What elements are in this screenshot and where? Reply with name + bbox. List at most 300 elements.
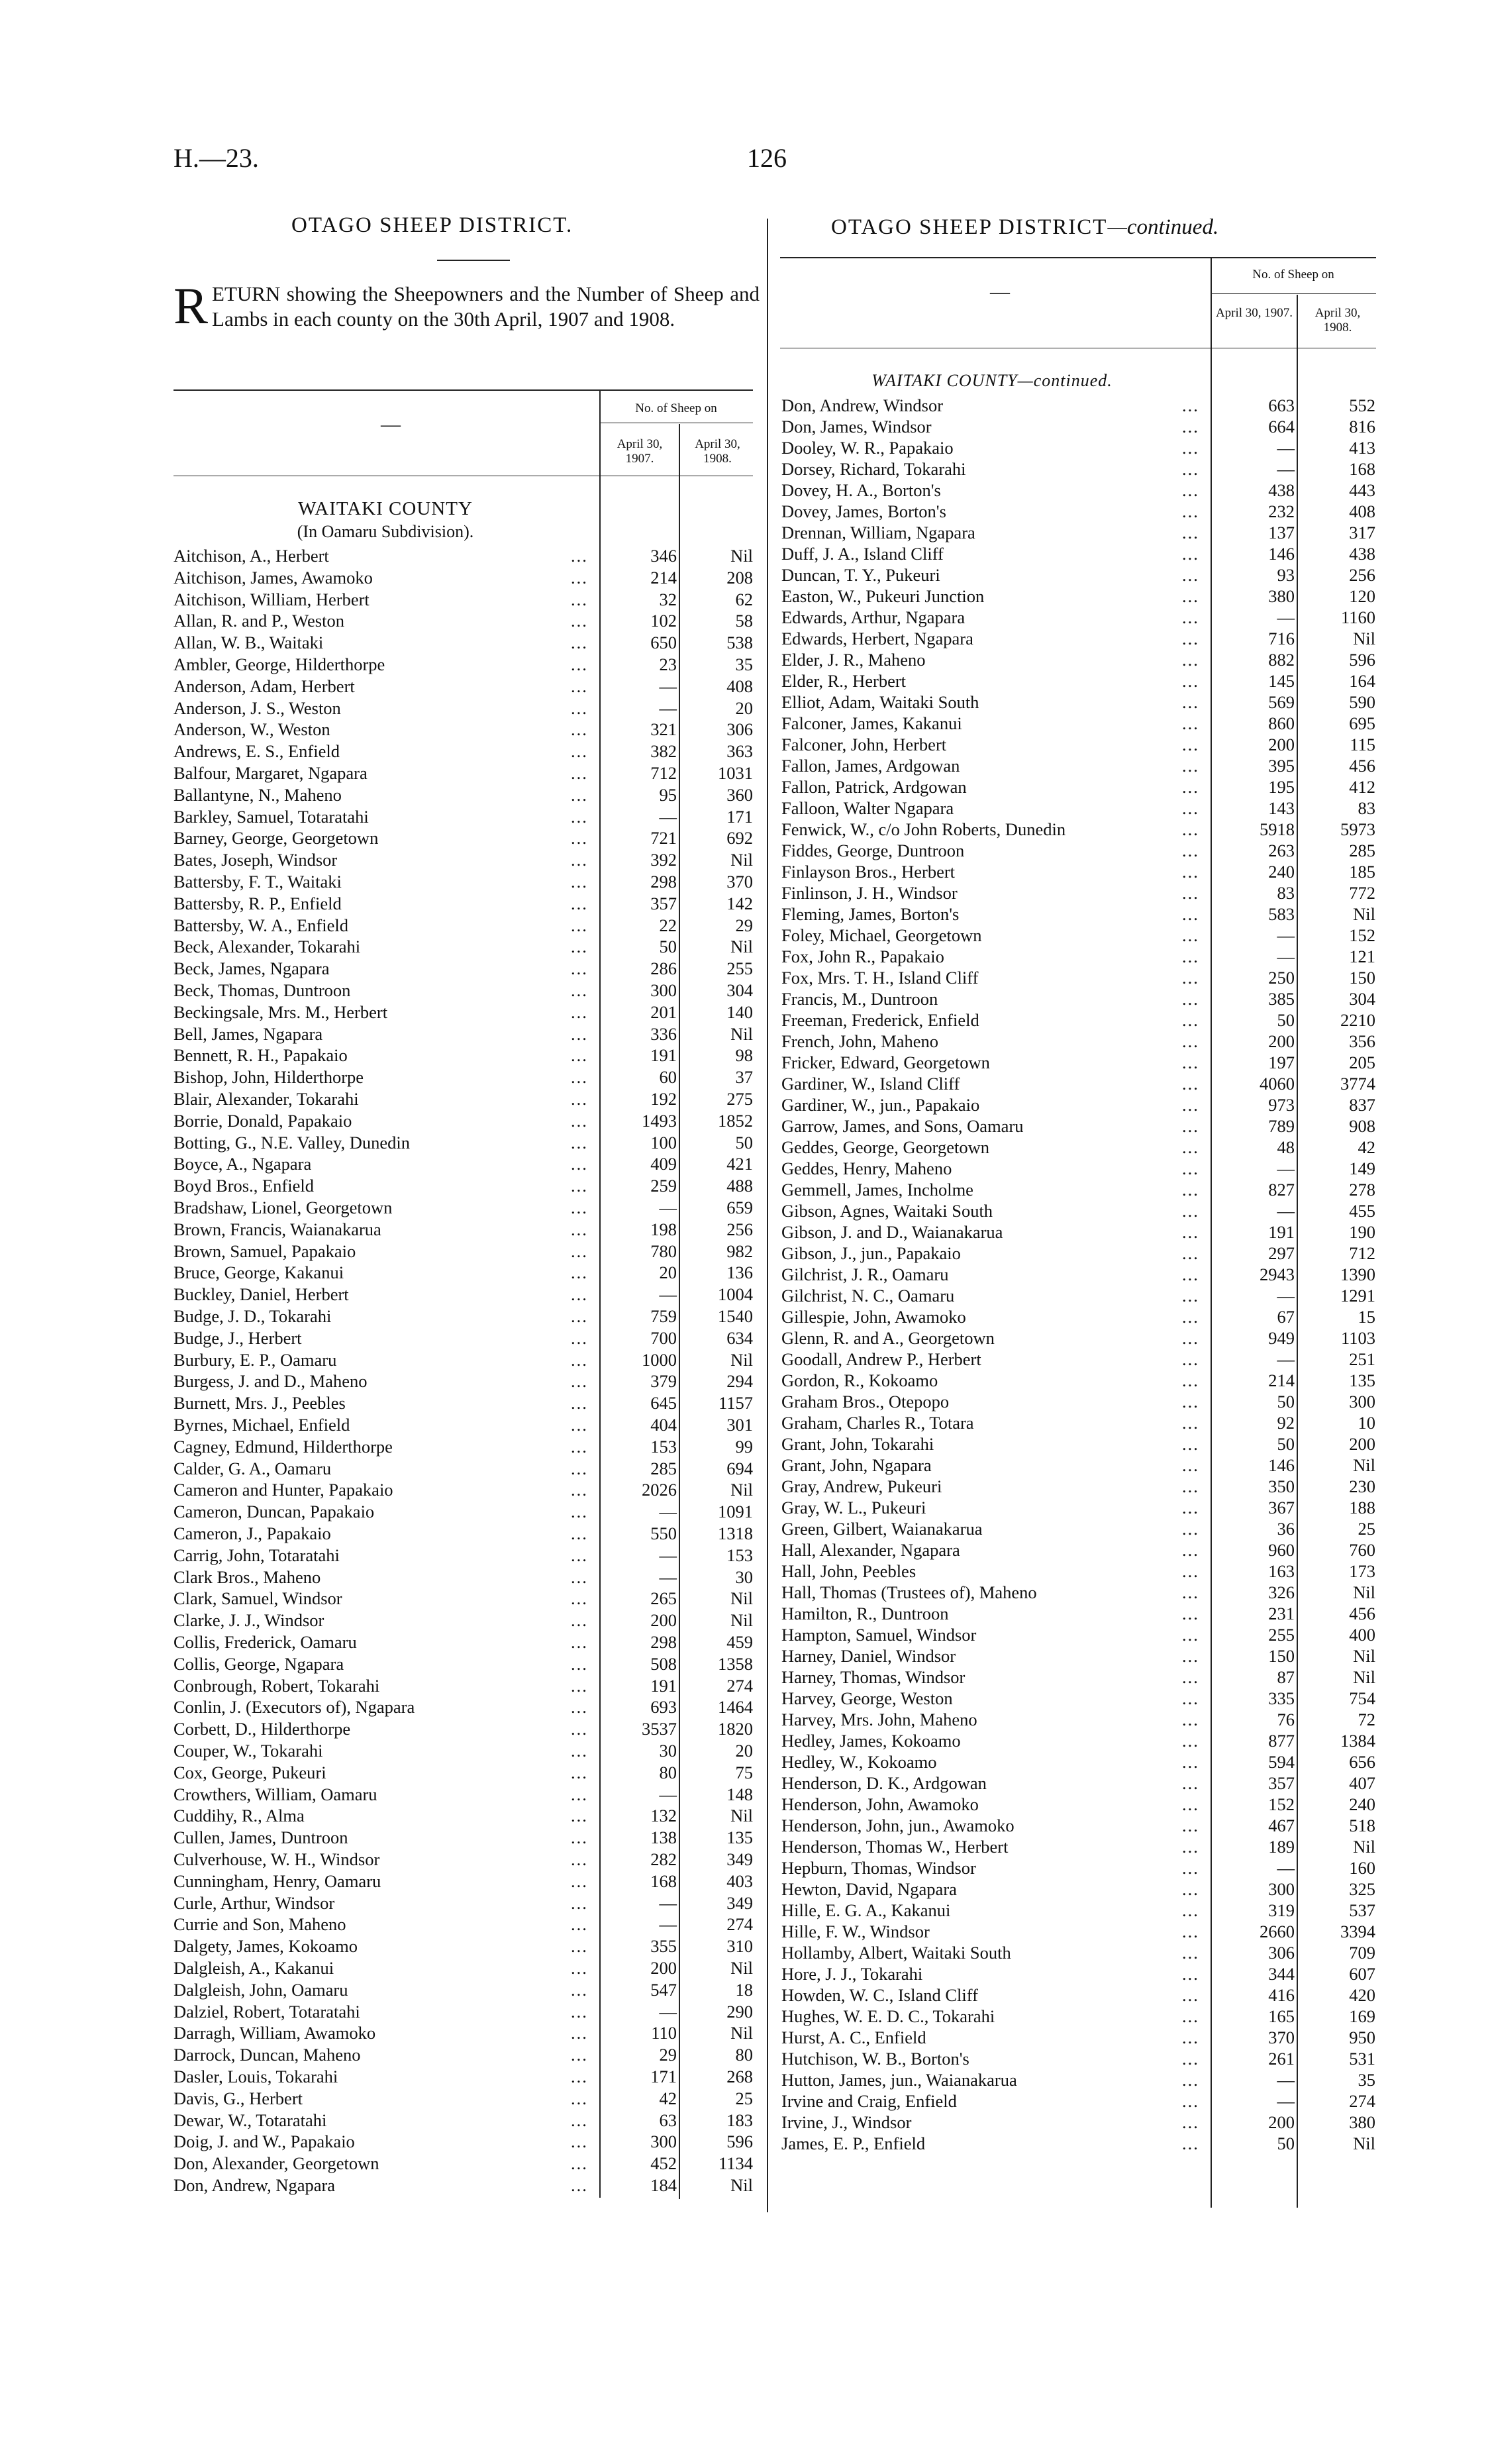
sheep-1907: 1000 <box>642 1349 677 1370</box>
sheep-1908: 35 <box>1358 2070 1375 2090</box>
table-row <box>173 1110 756 1131</box>
owner-name: Elliot, Adam, Waitaki South <box>781 692 979 712</box>
owner-name: Blair, Alexander, Tokarahi <box>173 1089 359 1109</box>
sheep-1908: 607 <box>1349 1964 1375 1984</box>
sheep-1907: 960 <box>1268 1540 1295 1560</box>
owner-name: Falconer, James, Kakanui <box>781 713 962 733</box>
left-title: OTAGO SHEEP DISTRICT. <box>291 213 573 237</box>
owner-name: Botting, G., N.E. Valley, Dunedin <box>173 1132 410 1153</box>
sheep-1908: 538 <box>726 633 753 653</box>
sheep-1908: 98 <box>735 1045 753 1066</box>
owner-name: Aitchison, James, Awamoko <box>173 567 373 588</box>
owner-name: Fallon, Patrick, Ardgowan <box>781 777 967 797</box>
owner-name: Battersby, R. P., Enfield <box>173 893 342 913</box>
table-row <box>173 1718 756 1739</box>
sheep-1907: 700 <box>650 1327 677 1348</box>
sheep-1908: 205 <box>1349 1052 1375 1072</box>
dot-leader: ... <box>571 1741 588 1761</box>
table-row <box>173 1001 756 1023</box>
dot-leader: ... <box>1182 1943 1199 1963</box>
sheep-1907: 693 <box>650 1697 677 1718</box>
right-title <box>831 215 1218 240</box>
table-row <box>781 1158 1377 1179</box>
owner-name: Edwards, Arthur, Ngapara <box>781 607 966 627</box>
sheep-1908: 455 <box>1349 1201 1375 1221</box>
dot-leader: ... <box>1182 1900 1199 1920</box>
table-row <box>173 1414 756 1435</box>
owner-name: Geddes, George, Georgetown <box>781 1137 989 1157</box>
dot-leader: ... <box>571 1154 588 1174</box>
owner-name: Aitchison, William, Herbert <box>173 589 370 609</box>
sheep-1907: — <box>659 1892 677 1913</box>
table-row <box>781 882 1377 903</box>
dot-leader: ... <box>571 611 588 631</box>
table-row <box>173 1871 756 1892</box>
sheep-1908: 596 <box>1349 650 1375 670</box>
sheep-1907: 712 <box>650 763 677 783</box>
sheep-1907: 255 <box>1268 1625 1295 1645</box>
table-row <box>173 719 756 740</box>
sheep-1908: 1160 <box>1340 607 1375 627</box>
dot-leader: ... <box>1182 1392 1199 1412</box>
table-row <box>173 1153 756 1174</box>
table-row <box>173 1088 756 1109</box>
sheep-1908: 25 <box>1358 1519 1375 1539</box>
owner-name: Cullen, James, Duntroon <box>173 1827 348 1848</box>
sheep-1908: 1103 <box>1340 1328 1375 1348</box>
table-row <box>173 1762 756 1783</box>
sheep-1908: 135 <box>1349 1370 1375 1390</box>
table-row <box>781 776 1377 797</box>
intro-text: ETURN showing the Sheepowners and the Number of Sheep and Lambs in each county on the 30th April, 1907 and 1908. <box>212 282 760 331</box>
table-row <box>173 1957 756 1978</box>
dot-leader: ... <box>1182 1180 1199 1200</box>
table-row <box>173 1175 756 1196</box>
owner-name: Gilchrist, N. C., Oamaru <box>781 1286 955 1306</box>
owner-name: Hurst, A. C., Enfield <box>781 2028 926 2047</box>
owner-name: Beck, Alexander, Tokarahi <box>173 937 361 957</box>
table-row <box>781 1009 1377 1031</box>
sheep-1907: 214 <box>650 567 677 588</box>
dot-leader: ... <box>1182 2070 1199 2090</box>
sheep-1907: 50 <box>1277 2133 1295 2153</box>
owner-name: Gibson, Agnes, Waitaki South <box>781 1201 993 1221</box>
sheep-1907: 32 <box>659 589 677 609</box>
sheep-1907: 300 <box>1268 1879 1295 1899</box>
owner-name: Hille, F. W., Windsor <box>781 1922 930 1941</box>
owner-name: Harvey, Mrs. John, Maheno <box>781 1710 977 1729</box>
dot-leader: ... <box>571 567 588 588</box>
sheep-1907: 146 <box>1268 544 1295 564</box>
sheep-1908: 29 <box>735 915 753 935</box>
table-row <box>173 1610 756 1631</box>
owner-name: Ambler, George, Hilderthorpe <box>173 654 385 674</box>
table-row <box>781 1984 1377 2006</box>
owner-name: Hampton, Samuel, Windsor <box>781 1625 977 1645</box>
group-header: No. of Sheep on <box>635 401 717 415</box>
dot-leader: ... <box>1182 883 1199 903</box>
owner-name: Allan, W. B., Waitaki <box>173 633 324 653</box>
sheep-1907: 335 <box>1268 1688 1295 1708</box>
sheep-1908: 816 <box>1349 417 1375 436</box>
table-row <box>781 1921 1377 1942</box>
sheep-1908: 1134 <box>718 2153 753 2174</box>
sheep-1907: 192 <box>650 1089 677 1109</box>
dot-leader: ... <box>1182 1858 1199 1878</box>
sheep-1907: 721 <box>650 828 677 848</box>
owner-name: Elder, J. R., Maheno <box>781 650 926 670</box>
table-row <box>173 1262 756 1283</box>
table-row <box>781 692 1377 713</box>
sheep-1908: 1358 <box>718 1653 753 1674</box>
table-row <box>781 861 1377 882</box>
sheep-1907: — <box>659 1284 677 1305</box>
sheep-1908: 256 <box>726 1219 753 1239</box>
dot-leader: ... <box>1182 692 1199 712</box>
owner-name: Cuddihy, R., Alma <box>173 1806 305 1826</box>
owner-name: Dewar, W., Totaratahi <box>173 2110 327 2130</box>
owner-name: James, E. P., Enfield <box>781 2133 926 2153</box>
sheep-1908: Nil <box>1353 1837 1375 1857</box>
sheep-1908: 294 <box>726 1371 753 1392</box>
sheep-1908: 712 <box>1349 1243 1375 1263</box>
dot-leader: ... <box>571 1566 588 1587</box>
dot-leader: ... <box>571 1415 588 1435</box>
dot-leader: ... <box>1182 438 1199 458</box>
owner-name: Calder, G. A., Oamaru <box>173 1458 332 1478</box>
sheep-1907: 2943 <box>1260 1264 1295 1284</box>
table-row <box>173 915 756 936</box>
owner-name: Henderson, John, Awamoko <box>781 1794 979 1814</box>
table-row <box>173 1066 756 1088</box>
dot-leader: ... <box>1182 735 1199 754</box>
sheep-1908: 251 <box>1349 1349 1375 1369</box>
sheep-1907: — <box>1277 1158 1295 1178</box>
dot-leader: ... <box>1182 1646 1199 1666</box>
sheep-1907: 50 <box>1277 1392 1295 1412</box>
sheep-1907: 63 <box>659 2110 677 2130</box>
dot-leader: ... <box>1182 395 1199 415</box>
table-row <box>781 2112 1377 2133</box>
owner-name: Burnett, Mrs. J., Peebles <box>173 1393 346 1413</box>
dot-leader: ... <box>1182 1561 1199 1581</box>
sheep-1907: 380 <box>1268 586 1295 606</box>
dot-leader: ... <box>571 1958 588 1978</box>
sheep-1907: 2660 <box>1260 1922 1295 1941</box>
sheep-1907: 336 <box>650 1023 677 1044</box>
sheep-1907: 404 <box>650 1415 677 1435</box>
table-row <box>781 1645 1377 1667</box>
sheep-1908: 325 <box>1349 1879 1375 1899</box>
sheep-1907: 231 <box>1268 1604 1295 1623</box>
sheep-1908: 908 <box>1349 1116 1375 1136</box>
sheep-1908: 168 <box>1349 459 1375 479</box>
owner-name: Aitchison, A., Herbert <box>173 546 329 566</box>
sheep-1907: 146 <box>1268 1455 1295 1475</box>
sheep-1907: 83 <box>1277 883 1295 903</box>
dot-leader: ... <box>571 1371 588 1392</box>
sheep-1908: 200 <box>1349 1434 1375 1454</box>
table-row <box>173 827 756 848</box>
sheep-1908: 488 <box>726 1176 753 1196</box>
owner-name: Clark, Samuel, Windsor <box>173 1588 342 1609</box>
owner-name: Easton, W., Pukeuri Junction <box>781 586 985 606</box>
dot-leader: ... <box>1182 1540 1199 1560</box>
dot-leader: ... <box>1182 1243 1199 1263</box>
dot-leader: ... <box>1182 1731 1199 1751</box>
right-title-text: OTAGO SHEEP DISTRICT <box>831 215 1108 239</box>
dot-leader: ... <box>1182 1222 1199 1242</box>
sheep-1908: 153 <box>726 1545 753 1565</box>
sheep-1907: 4060 <box>1260 1074 1295 1094</box>
owner-name: Clarke, J. J., Windsor <box>173 1610 324 1631</box>
dot-leader: ... <box>571 2001 588 2022</box>
owner-name: Anderson, W., Weston <box>173 719 330 740</box>
dot-leader: ... <box>1182 1031 1199 1051</box>
sheep-1908: Nil <box>1353 1582 1375 1602</box>
table-row <box>781 649 1377 670</box>
owner-name: Hepburn, Thomas, Windsor <box>781 1858 976 1878</box>
sheep-1907: 321 <box>650 719 677 740</box>
sheep-1907: 379 <box>650 1371 677 1392</box>
table-row <box>781 522 1377 543</box>
owner-name: Clark Bros., Maheno <box>173 1566 321 1587</box>
sheep-1908: Nil <box>730 1958 753 1978</box>
sheep-1907: — <box>1277 459 1295 479</box>
sheep-1907: — <box>1277 2070 1295 2090</box>
sheep-1907: 594 <box>1268 1752 1295 1772</box>
sheep-1907: 550 <box>650 1523 677 1543</box>
table-row <box>781 1115 1377 1137</box>
dot-leader: ... <box>571 1219 588 1239</box>
owner-name: Dovey, H. A., Borton's <box>781 480 941 500</box>
sheep-1908: 413 <box>1349 438 1375 458</box>
sheep-1907: 319 <box>1268 1900 1295 1920</box>
sheep-1907: 650 <box>650 633 677 653</box>
sheep-1907: 171 <box>650 2067 677 2086</box>
sheep-1907: 297 <box>1268 1243 1295 1263</box>
owner-name: Gillespie, John, Awamoko <box>781 1307 966 1327</box>
dot-leader: ... <box>1182 1370 1199 1390</box>
dot-leader: ... <box>1182 1498 1199 1517</box>
sheep-1908: Nil <box>1353 904 1375 924</box>
dot-leader: ... <box>571 1349 588 1370</box>
sheep-1907: 357 <box>650 893 677 913</box>
sheep-1908: 950 <box>1349 2028 1375 2047</box>
dot-leader: ... <box>1182 1922 1199 1941</box>
sheep-1907: 92 <box>1277 1413 1295 1433</box>
sheep-1907: 153 <box>650 1436 677 1457</box>
sheep-1908: 363 <box>726 741 753 762</box>
owner-name: Bates, Joseph, Windsor <box>173 850 338 870</box>
owner-name: Cameron and Hunter, Papakaio <box>173 1480 393 1500</box>
sheep-1907: 29 <box>659 2045 677 2065</box>
sheep-1908: 278 <box>1349 1180 1375 1200</box>
sheep-1908: Nil <box>1353 1455 1375 1475</box>
owner-name: Carrig, John, Totaratahi <box>173 1545 340 1565</box>
owner-name: Don, Andrew, Ngapara <box>173 2175 336 2195</box>
owner-name: Hall, Thomas (Trustees of), Maheno <box>781 1582 1037 1602</box>
sheep-1907: 2026 <box>642 1480 677 1500</box>
owner-name: Budge, J., Herbert <box>173 1327 302 1348</box>
dot-leader: ... <box>571 784 588 805</box>
table-row <box>173 589 756 610</box>
owner-name: Borrie, Donald, Papakaio <box>173 1110 352 1131</box>
sheep-1907: 367 <box>1268 1498 1295 1517</box>
header-rule <box>1211 293 1376 294</box>
dot-leader: ... <box>571 1697 588 1718</box>
sheep-1908: 160 <box>1349 1858 1375 1878</box>
dot-leader: ... <box>571 1067 588 1088</box>
dot-leader: ... <box>1182 1816 1199 1835</box>
sheep-1908: 188 <box>1349 1498 1375 1517</box>
sheep-1908: 164 <box>1349 671 1375 691</box>
owner-name: Gray, Andrew, Pukeuri <box>781 1476 942 1496</box>
dot-leader: ... <box>1182 650 1199 670</box>
table-row <box>781 1900 1377 1921</box>
dot-leader: ... <box>571 915 588 935</box>
sheep-1907: 191 <box>650 1045 677 1066</box>
sheep-1907: 138 <box>650 1827 677 1848</box>
table-row <box>173 1653 756 1674</box>
sheep-1908: 256 <box>1349 565 1375 585</box>
sheep-1907: 300 <box>650 980 677 1000</box>
table-row <box>173 1696 756 1718</box>
sheep-1907: 263 <box>1268 841 1295 860</box>
sheep-1907: — <box>1277 925 1295 945</box>
table-row <box>173 1023 756 1045</box>
sheep-1908: 62 <box>735 589 753 609</box>
dot-leader: ... <box>1182 565 1199 585</box>
sheep-1908: Nil <box>730 546 753 566</box>
table-row <box>781 1094 1377 1115</box>
dot-leader: ... <box>1182 1455 1199 1475</box>
owner-name: Conlin, J. (Executors of), Ngapara <box>173 1697 415 1718</box>
table-row <box>781 1433 1377 1455</box>
sheep-1907: 191 <box>650 1675 677 1696</box>
sheep-1908: 1390 <box>1340 1264 1375 1284</box>
owner-name: Dalgleish, A., Kakanui <box>173 1958 334 1978</box>
sheep-1908: 317 <box>1349 523 1375 542</box>
sheep-1908: Nil <box>730 850 753 870</box>
dot-leader: ... <box>571 828 588 848</box>
table-row <box>173 2131 756 2152</box>
sheep-1907: 827 <box>1268 1180 1295 1200</box>
table-row <box>781 1603 1377 1624</box>
sheep-1908: 412 <box>1349 777 1375 797</box>
sheep-1907: 298 <box>650 872 677 892</box>
sheep-1907: 110 <box>651 2023 677 2043</box>
sheep-1907: 93 <box>1277 565 1295 585</box>
sheep-1908: 760 <box>1349 1540 1375 1560</box>
sheep-1908: Nil <box>1353 2133 1375 2153</box>
sheep-1907: 137 <box>1268 523 1295 542</box>
table-row <box>781 1412 1377 1433</box>
dot-leader: ... <box>571 1023 588 1044</box>
table-row <box>781 1052 1377 1073</box>
title-rule <box>437 260 510 261</box>
sheep-1907: 50 <box>659 937 677 957</box>
owner-name: Hewton, David, Ngapara <box>781 1879 957 1899</box>
sheep-1908: 306 <box>726 719 753 740</box>
owner-name: Harney, Thomas, Windsor <box>781 1667 966 1687</box>
owner-name: Culverhouse, W. H., Windsor <box>173 1849 380 1869</box>
sheep-1908: 1384 <box>1340 1731 1375 1751</box>
sheep-1907: 232 <box>1268 501 1295 521</box>
dot-leader: ... <box>1182 1773 1199 1793</box>
owner-name: Hall, John, Peebles <box>781 1561 916 1581</box>
owner-name: Hughes, W. E. D. C., Tokarahi <box>781 2006 995 2026</box>
owner-name: Henderson, D. K., Ardgowan <box>781 1773 987 1793</box>
table-row <box>781 1582 1377 1603</box>
sheep-1908: 42 <box>1358 1137 1375 1157</box>
dot-leader: ... <box>1182 629 1199 648</box>
sheep-1907: 60 <box>659 1067 677 1088</box>
sheep-1908: 694 <box>726 1458 753 1478</box>
dot-leader: ... <box>1182 798 1199 818</box>
table-row <box>173 2175 756 2196</box>
dot-leader: ... <box>1182 904 1199 924</box>
sheep-1907: — <box>1277 607 1295 627</box>
dot-leader: ... <box>571 1719 588 1739</box>
sheep-1907: 285 <box>650 1458 677 1478</box>
dot-leader: ... <box>571 1653 588 1674</box>
table-row <box>173 2110 756 2131</box>
col-1908-header: April 30, 1908. <box>1314 306 1361 334</box>
table-row <box>173 1523 756 1544</box>
owner-name: Brown, Francis, Waianakarua <box>173 1219 381 1239</box>
owner-name: Dovey, James, Borton's <box>781 501 946 521</box>
sheep-1907: — <box>1277 1858 1295 1878</box>
sheep-1908: 20 <box>735 697 753 718</box>
sheep-1907: 36 <box>1277 1519 1295 1539</box>
sheep-1907: 346 <box>650 546 677 566</box>
dot-leader: ... <box>1182 1794 1199 1814</box>
dot-leader: ... <box>1182 777 1199 797</box>
owner-name: Grant, John, Ngapara <box>781 1455 932 1475</box>
owner-name: Falloon, Walter Ngapara <box>781 798 954 818</box>
owner-name: Budge, J. D., Tokarahi <box>173 1306 332 1326</box>
owner-name: Dalgety, James, Kokoamo <box>173 1936 358 1957</box>
dot-leader: ... <box>1182 1349 1199 1369</box>
sheep-1908: 310 <box>726 1936 753 1957</box>
table-row <box>173 1458 756 1479</box>
owner-name: Falconer, John, Herbert <box>781 735 947 754</box>
owner-name: Gilchrist, J. R., Oamaru <box>781 1264 949 1284</box>
sheep-1908: 590 <box>1349 692 1375 712</box>
sheep-1908: 349 <box>726 1892 753 1913</box>
sheep-1907: 67 <box>1277 1307 1295 1327</box>
table-row <box>173 1132 756 1153</box>
owner-name: Barney, George, Georgetown <box>173 828 379 848</box>
sheep-1908: Nil <box>730 1588 753 1609</box>
owner-name: Andrews, E. S., Enfield <box>173 741 340 762</box>
sheep-1907: 1493 <box>642 1110 677 1131</box>
dot-leader: ... <box>571 1262 588 1283</box>
dot-leader: ... <box>571 1849 588 1869</box>
sheep-1908: 18 <box>735 1979 753 2000</box>
owner-name: Hamilton, R., Duntroon <box>781 1604 949 1623</box>
sheep-1908: 30 <box>735 1566 753 1587</box>
table-row <box>781 628 1377 649</box>
dot-leader: ... <box>571 2067 588 2086</box>
sheep-1908: Nil <box>730 937 753 957</box>
drop-cap: R <box>173 277 209 334</box>
sheep-1907: — <box>659 676 677 696</box>
owner-name: Hutton, James, jun., Waianakarua <box>781 2070 1017 2090</box>
table-row <box>173 2153 756 2174</box>
sheep-1908: 1031 <box>718 763 753 783</box>
